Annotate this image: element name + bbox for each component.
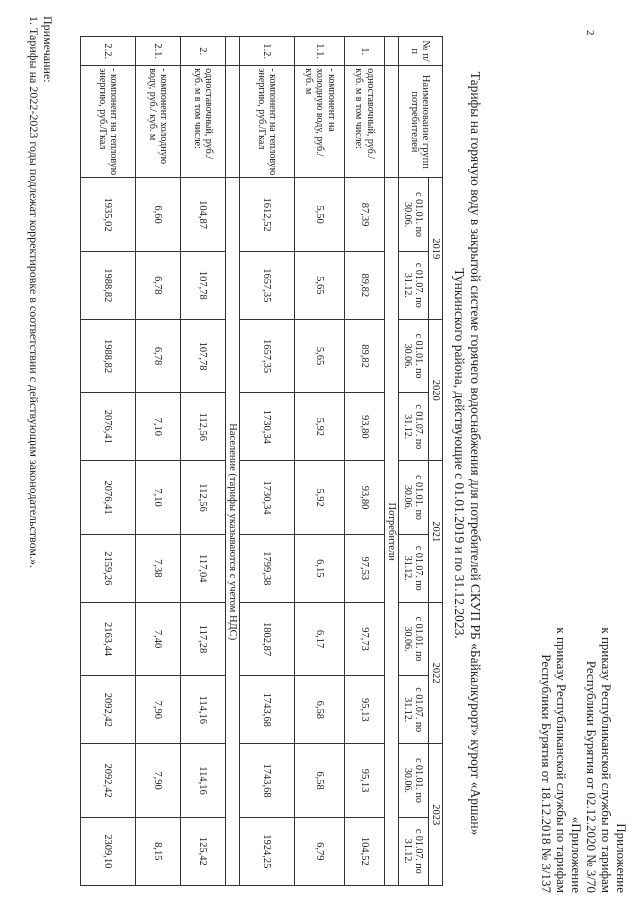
value-cell: 89,82	[345, 319, 385, 392]
table-row	[181, 37, 226, 886]
value-cell: 1743,68	[240, 676, 295, 744]
value-cell: 2163,44	[81, 602, 136, 675]
value-cell: 6,58	[295, 744, 345, 817]
value-cell: 107,78	[181, 251, 226, 319]
row-name: одноставочный, руб./ куб. м в том числе:	[181, 66, 226, 178]
value-cell: 6,58	[295, 676, 345, 744]
value-cell: 114,16	[181, 744, 226, 817]
value-cell: 1988,82	[81, 251, 136, 319]
rotated-document	[5, 6, 633, 901]
value-cell: 87,39	[345, 178, 385, 251]
value-cell: 7,38	[136, 534, 181, 602]
value-cell: 6,78	[136, 251, 181, 319]
document-title	[451, 6, 483, 901]
value-cell: 95,13	[345, 676, 385, 744]
value-cell: 5,92	[295, 461, 345, 534]
index-cell	[226, 66, 240, 178]
value-cell: 6,79	[295, 817, 345, 885]
row-name: одноставочный, руб./ куб. м в том числе:	[345, 66, 385, 178]
period-header: с 01.07. по 31.12.	[399, 251, 429, 319]
value-cell: 97,53	[345, 534, 385, 602]
period-header: с 01.01. по 30.06.	[399, 178, 429, 251]
value-cell: 104,87	[181, 178, 226, 251]
value-cell: 93,80	[345, 461, 385, 534]
year-header: 2019	[429, 178, 443, 319]
value-cell: 104,52	[345, 817, 385, 885]
table-row	[345, 37, 385, 886]
note-text: 1. Тарифы на 2022-2023 годы подлежат корректировке в соответствии с действующим законодательством.».	[27, 16, 41, 568]
index-cell	[226, 37, 240, 66]
value-cell: 2076,41	[81, 393, 136, 461]
index-cell	[385, 37, 399, 66]
value-cell: 1988,82	[81, 319, 136, 392]
value-cell: 2076,41	[81, 461, 136, 534]
year-header: 2023	[429, 744, 443, 886]
period-header: с 01.07. по 31.12.	[399, 393, 429, 461]
period-header: с 01.07. по 31.12.	[399, 676, 429, 744]
table-row	[240, 37, 295, 886]
row-name: - компонент на тепловую энергию, руб./Гкал	[81, 66, 136, 178]
value-cell: 1743,68	[240, 744, 295, 817]
index-cell	[385, 66, 399, 178]
value-cell: 6,15	[295, 534, 345, 602]
value-cell: 5,50	[295, 178, 345, 251]
value-cell: 7,10	[136, 393, 181, 461]
col-num-header: № п/п	[399, 37, 443, 66]
value-cell: 5,65	[295, 251, 345, 319]
row-number: 1.	[345, 37, 385, 66]
period-header: с 01.01. по 30.06.	[399, 461, 429, 534]
value-cell: 117,04	[181, 534, 226, 602]
year-header: 2020	[429, 319, 443, 460]
col-name-header: Наименование групп потребителей	[399, 66, 443, 178]
value-cell: 1802,87	[240, 602, 295, 675]
row-number: 2.	[181, 37, 226, 66]
period-header: с 01.07. по 31.12.	[399, 817, 429, 885]
value-cell: 114,16	[181, 676, 226, 744]
row-number: 2.2.	[81, 37, 136, 66]
note-block	[27, 16, 55, 568]
row-number: 1.2.	[240, 37, 295, 66]
value-cell: 1799,38	[240, 534, 295, 602]
header-line: к приказу Республиканской службы по тарифам	[599, 627, 614, 893]
value-cell: 89,82	[345, 251, 385, 319]
period-header: с 01.01. по 30.06.	[399, 744, 429, 817]
value-cell: 117,28	[181, 602, 226, 675]
row-name: - компонент на тепловую энергию, руб./Гкал	[240, 66, 295, 178]
tariff-table	[80, 36, 443, 886]
value-cell: 2092,42	[81, 676, 136, 744]
year-header: 2021	[429, 461, 443, 602]
value-cell: 2159,26	[81, 534, 136, 602]
value-cell: 1612,52	[240, 178, 295, 251]
row-number: 2.1.	[136, 37, 181, 66]
value-cell: 1730,34	[240, 461, 295, 534]
header-line: Приложение	[614, 823, 629, 893]
header-line: Республики Бурятия от 02.12.2020 № 3/70	[584, 660, 599, 893]
period-header: с 01.01. по 30.06.	[399, 602, 429, 675]
title-line: Тункинского района, действующие с 01.01.2019 и по 31.12.2023.	[452, 268, 467, 639]
value-cell: 97,73	[345, 602, 385, 675]
group-header-population: Население (тарифы указываются с учетом НДС)	[226, 178, 240, 886]
title-line: Тарифы на горячую воду в закрытой системе горячего водоснабжения для потребителей СКУП РБ «Байкалкурорт» курорт «Аршан»	[468, 71, 483, 836]
value-cell: 5,65	[295, 319, 345, 392]
table-row	[136, 37, 181, 886]
header-block	[539, 627, 629, 893]
header-line: «Приложение	[569, 816, 584, 893]
row-name: - компонент холодную воду, руб./ куб. м	[136, 66, 181, 178]
value-cell: 2092,42	[81, 744, 136, 817]
row-number: 1.1.	[295, 37, 345, 66]
value-cell: 8,15	[136, 817, 181, 885]
value-cell: 93,80	[345, 393, 385, 461]
value-cell: 6,60	[136, 178, 181, 251]
value-cell: 1730,34	[240, 393, 295, 461]
value-cell: 7,90	[136, 744, 181, 817]
header-line: к приказу Республиканской службы по тарифам	[554, 627, 569, 893]
value-cell: 6,78	[136, 319, 181, 392]
value-cell: 107,78	[181, 319, 226, 392]
value-cell: 2309,10	[81, 817, 136, 885]
value-cell: 1935,02	[81, 178, 136, 251]
period-header: с 01.07. по 31.12.	[399, 534, 429, 602]
value-cell: 1657,35	[240, 319, 295, 392]
value-cell: 125,42	[181, 817, 226, 885]
value-cell: 5,92	[295, 393, 345, 461]
period-header: с 01.01. по 30.06.	[399, 319, 429, 392]
page-number: 2	[584, 30, 596, 36]
note-label: Примечание:	[41, 16, 55, 83]
group-header-consumers: Потребители	[385, 178, 399, 886]
year-header: 2022	[429, 602, 443, 743]
table-row	[295, 37, 345, 886]
value-cell: 1657,35	[240, 251, 295, 319]
header-line: Республики Бурятия от 18.12.2018 № 3/137	[539, 654, 554, 893]
value-cell: 6,17	[295, 602, 345, 675]
value-cell: 112,56	[181, 461, 226, 534]
value-cell: 95,13	[345, 744, 385, 817]
table-row	[81, 37, 136, 886]
value-cell: 7,40	[136, 602, 181, 675]
value-cell: 7,10	[136, 461, 181, 534]
row-name: - компонент на холодную воду, руб./ куб. м	[295, 66, 345, 178]
value-cell: 1924,25	[240, 817, 295, 885]
value-cell: 7,90	[136, 676, 181, 744]
value-cell: 112,56	[181, 393, 226, 461]
